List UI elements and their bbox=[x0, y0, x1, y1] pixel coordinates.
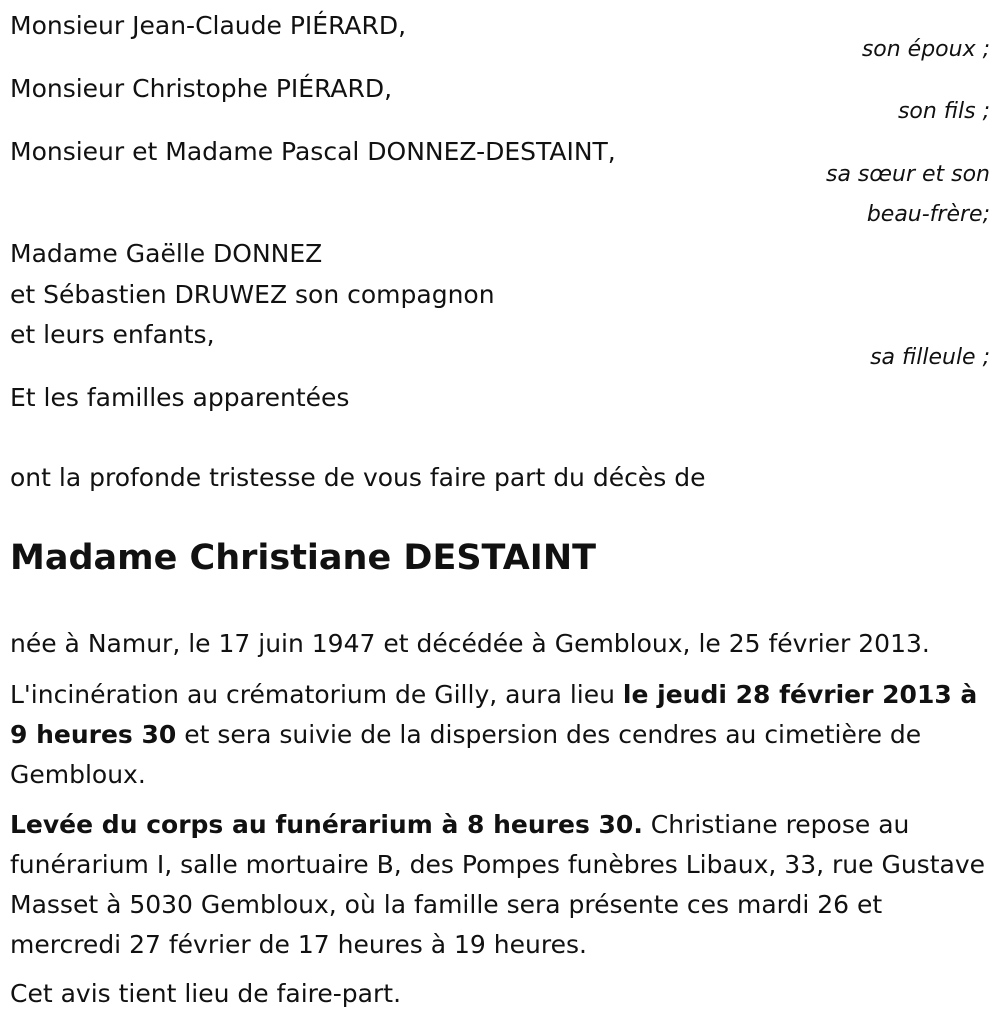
relation-husband: son époux ; bbox=[861, 37, 990, 62]
family-member-goddaughter-line-2: et Sébastien DRUWEZ son compagnon bbox=[10, 280, 495, 309]
cremation-paragraph bbox=[10, 675, 990, 795]
cremation-intro: L'incinération au crématorium de Gilly, aura lieu bbox=[10, 680, 623, 709]
announcement-text: ont la profonde tristesse de vous faire part du décès de bbox=[10, 463, 706, 492]
cremation-date: le jeudi 28 février 2013 à 9 heures 30 bbox=[10, 680, 978, 749]
relation-sister-line-2: beau-frère; bbox=[866, 202, 990, 227]
viewing-paragraph bbox=[10, 805, 990, 965]
relation-sister-line-1: sa sœur et son bbox=[825, 162, 990, 187]
family-member-husband: Monsieur Jean-Claude PIÉRARD, bbox=[10, 11, 407, 40]
family-relatives: Et les familles apparentées bbox=[10, 383, 350, 412]
deceased-name: Madame Christiane DESTAINT bbox=[10, 538, 596, 578]
viewing-rest: Christiane repose au funérarium I, salle mortuaire B, des Pompes funèbres Libaux, 33, rue Gustave Masset à 5030 Gembloux, où la famille sera présente ces mardi 26 et mercredi 27 février de 17 heures à 19 heures. bbox=[10, 810, 985, 959]
family-member-sister: Monsieur et Madame Pascal DONNEZ-DESTAINT, bbox=[10, 137, 616, 166]
relation-son: son fils ; bbox=[897, 99, 990, 124]
closing-text: Cet avis tient lieu de faire-part. bbox=[10, 979, 402, 1008]
cremation-rest: et sera suivie de la dispersion des cendres au cimetière de Gembloux. bbox=[10, 720, 922, 789]
birth-death-text: née à Namur, le 17 juin 1947 et décédée à Gembloux, le 25 février 2013. bbox=[10, 629, 930, 658]
family-member-goddaughter-line-1: Madame Gaëlle DONNEZ bbox=[10, 239, 323, 268]
family-member-son: Monsieur Christophe PIÉRARD, bbox=[10, 74, 393, 103]
relation-goddaughter: sa filleule ; bbox=[870, 345, 990, 370]
viewing-time: Levée du corps au funérarium à 8 heures 30. bbox=[10, 810, 643, 839]
family-member-goddaughter-line-3: et leurs enfants, bbox=[10, 320, 215, 349]
